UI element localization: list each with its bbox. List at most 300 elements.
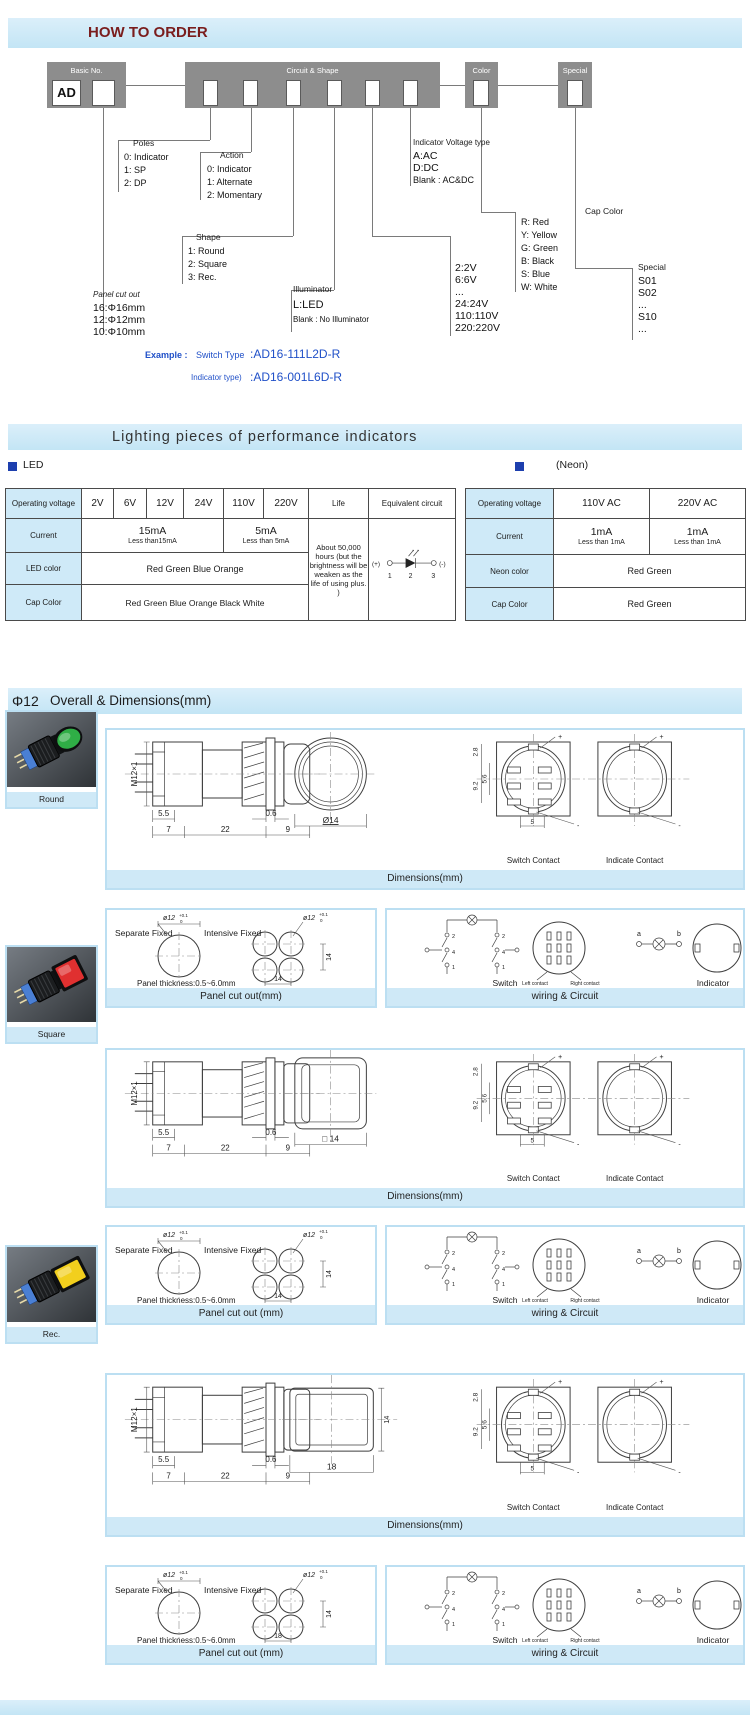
dim-label: 22: [220, 824, 230, 835]
voltage-option: ...: [455, 286, 464, 298]
terminal-number: 1: [452, 965, 456, 971]
indicate-contact-label: Indicate Contact: [605, 855, 664, 866]
led-voltage: 110V: [224, 489, 264, 519]
special-box-label: Special: [562, 66, 588, 75]
current-value: 5mA: [255, 525, 277, 537]
terminal-number: 2: [502, 1591, 506, 1597]
panel-cut-out-group: [93, 290, 145, 338]
connector-line: [481, 212, 515, 213]
terminal-number: 1: [452, 1622, 456, 1628]
terminal-number: 4: [452, 1267, 456, 1273]
square-button-photo: [7, 947, 96, 1022]
cutout-tol-up: +0.1: [319, 1569, 328, 1574]
right-contact-label: Right contact: [570, 1638, 600, 1644]
dimensions-caption: Dimensions(mm): [107, 870, 743, 888]
left-contact-label: Left contact: [522, 1638, 548, 1644]
dim-label: 9: [285, 1471, 291, 1481]
cutout-w-dim: 14: [274, 1293, 282, 1300]
panel-cut-option: 10:Φ10mm: [93, 326, 146, 338]
contact-dim-label: 9.2: [472, 781, 480, 791]
lighting-band: [8, 424, 742, 450]
panel-cut-option: 12:Φ12mm: [93, 314, 146, 326]
connector-line: [182, 236, 183, 284]
polarity-minus-label: -: [577, 1141, 580, 1149]
switch-contact-label: Switch Contact: [506, 1502, 560, 1512]
side-view-drawing: [125, 1058, 320, 1157]
neon-table: [465, 488, 746, 621]
action-title: Action: [220, 150, 244, 160]
indicate-contact-drawing: [588, 734, 689, 826]
special-option: S10: [638, 311, 657, 323]
cap-color-title: Cap Color: [585, 206, 624, 216]
voltage-group: [455, 262, 500, 334]
connector-line: [126, 85, 185, 86]
front-dim-label: Ø14: [322, 814, 339, 826]
polarity-plus-label: +: [659, 1379, 664, 1387]
polarity-minus-label: -: [577, 822, 580, 831]
separate-fixed-label: Separate Fixed: [115, 1585, 173, 1595]
switch-contact-label: Switch Contact: [506, 855, 560, 866]
panel-thickness-label: Panel thickness:0.5~6.0mm: [137, 979, 236, 988]
cutout-tol-up: +0.1: [319, 1229, 328, 1234]
circuit-pin-label: 2: [408, 572, 412, 580]
cutout-tol-dn: 0: [320, 1235, 323, 1240]
led-voltage: 2V: [82, 489, 114, 519]
polarity-plus-label: +: [558, 733, 563, 742]
neon-current-label: Current: [466, 519, 554, 555]
cutout-tol-up: +0.1: [179, 1230, 188, 1235]
current-note: Less than 1mA: [578, 539, 625, 546]
thread-dim-label: M12×1: [129, 1081, 139, 1106]
shape-option: 3: Rec.: [188, 272, 217, 282]
product-photo-square: [5, 945, 98, 1044]
neon-cap-color-label: Cap Color: [466, 588, 554, 621]
phi12-label: Φ12: [12, 693, 39, 709]
wiring-panel-rec: [385, 1565, 745, 1665]
cutout-dia-label: ø12: [303, 915, 316, 922]
circuit-pin-label: 1: [387, 572, 392, 580]
neon-section-label: (Neon): [556, 459, 589, 471]
example-indicator-label: Indicator type): [191, 373, 242, 382]
current-note: Less than 1mA: [674, 539, 721, 546]
cutout-tol-up: +0.1: [179, 913, 188, 918]
how-to-order-band: [8, 18, 742, 48]
lighting-title: Lighting pieces of performance indicators: [112, 429, 418, 445]
connector-line: [334, 108, 335, 290]
wiring-caption: wiring & Circuit: [387, 1645, 743, 1663]
terminal-number: 4: [452, 950, 456, 956]
side-view-drawing: [125, 738, 320, 838]
right-contact-label: Right contact: [570, 1298, 600, 1304]
led-voltage: 6V: [114, 489, 147, 519]
cap-color-group: [521, 216, 558, 294]
terminal-number: 2: [452, 934, 456, 940]
cap-color-option: S: Blue: [521, 269, 551, 279]
thread-dim-label: M12×1: [129, 1407, 139, 1433]
product-photo-rec: [5, 1245, 98, 1344]
neon-current-220: [650, 519, 746, 555]
code-slot-4: [327, 80, 342, 106]
contact-dim-label: 5.6: [481, 1420, 489, 1430]
indicator-label: Indicator: [696, 1635, 730, 1645]
led-circuit-symbol: [387, 550, 436, 568]
indicator-a-label: a: [637, 1248, 641, 1255]
dimensions-caption: Dimensions(mm): [107, 1188, 743, 1206]
indicator-b-label: b: [677, 1588, 681, 1595]
connector-line: [498, 85, 558, 86]
connector-line: [251, 108, 252, 152]
panel-thickness-label: Panel thickness:0.5~6.0mm: [137, 1636, 236, 1645]
indicate-contact-drawing: [588, 1379, 689, 1472]
shape-option: 1: Round: [188, 246, 225, 256]
led-color-value: Red Green Blue Orange: [82, 553, 309, 585]
poles-option: 1: SP: [124, 165, 147, 175]
square-wiring-drawing: [387, 1227, 743, 1305]
dim-label: 9: [285, 1143, 291, 1153]
side-view-drawing: [125, 1383, 320, 1484]
terminal-number: 2: [452, 1251, 456, 1257]
terminal-number: 4: [452, 1607, 456, 1613]
rec-dimensions-drawing: [107, 1375, 743, 1517]
cap-color-option: G: Green: [521, 243, 559, 253]
polarity-plus-label: +: [659, 1053, 664, 1061]
contact-face-view: [533, 922, 585, 980]
current-note: Less than 5mA: [242, 538, 290, 545]
how-to-order-title: HOW TO ORDER: [88, 24, 208, 41]
led-current-label: Current: [6, 519, 82, 553]
thread-dim-label: M12×1: [129, 761, 139, 787]
connector-line: [515, 212, 516, 292]
terminal-number: 1: [502, 1282, 506, 1288]
intensive-fixed-label: Intensive Fixed: [204, 1585, 262, 1595]
indicator-a-label: a: [637, 931, 641, 938]
connector-line: [118, 140, 119, 192]
ivt-option: A:AC: [413, 150, 438, 162]
cap-color-option: B: Black: [521, 256, 555, 266]
wiring-panel-round: [385, 908, 745, 1008]
product-photo-round: [5, 710, 98, 809]
cutout-w-dim: 18: [274, 1633, 282, 1640]
contact-dim-label: 2.8: [472, 1392, 480, 1402]
led-voltage: 24V: [184, 489, 224, 519]
shape-title: Shape: [196, 232, 221, 242]
indicate-contact-label: Indicate Contact: [605, 1174, 664, 1184]
cutout-h-dim: 14: [326, 1270, 333, 1278]
dim-label: 22: [220, 1143, 230, 1153]
polarity-plus-label: +: [659, 733, 664, 742]
ivt-option: Blank : AC&DC: [413, 175, 475, 185]
illuminator-option: Blank : No Illuminator: [293, 315, 370, 324]
dim-label: 0.6: [265, 808, 277, 819]
color-box-label: Color: [472, 66, 491, 75]
special-title: Special: [638, 262, 666, 272]
left-contact-label: Left contact: [522, 1298, 548, 1304]
led-current-low: [82, 519, 224, 553]
dim-label: 9: [285, 824, 291, 835]
led-voltage: 12V: [147, 489, 184, 519]
dim-label: 0.6: [265, 1127, 277, 1137]
switch-contact-label: Switch Contact: [506, 1174, 560, 1184]
special-option: ...: [638, 323, 647, 335]
neon-voltage: 110V AC: [554, 489, 650, 519]
basic-no-box: [47, 62, 126, 108]
panel-cutout-rec: [105, 1565, 377, 1665]
code-slot-5: [365, 80, 380, 106]
indicator-schematic: [637, 924, 742, 972]
round-dimensions-drawing: [107, 730, 743, 870]
poles-group: [124, 138, 169, 190]
example-prefix: Example :: [145, 350, 188, 360]
dimensions-panel-round: [105, 728, 745, 890]
contact-dim-label: 2.8: [472, 747, 480, 757]
equivalent-circuit-drawing: [370, 549, 455, 585]
switch-label: Switch: [492, 978, 518, 988]
switch-label: Switch: [492, 1295, 518, 1305]
round-cutout-drawing: [107, 910, 375, 988]
indicator-b-label: b: [677, 1248, 681, 1255]
neon-color-label: Neon color: [466, 555, 554, 588]
circuit-shape-box: [185, 62, 440, 108]
code-slot-1: [203, 80, 218, 106]
special-option: S01: [638, 275, 657, 287]
basic-code-slot: AD: [52, 80, 81, 106]
code-slot-3: [286, 80, 301, 106]
switch-contact-drawing: [477, 734, 588, 831]
switch-label: Switch: [492, 1635, 518, 1645]
separate-fixed-label: Separate Fixed: [115, 928, 173, 938]
connector-line: [575, 108, 576, 268]
dim-label: 5.5: [158, 1127, 170, 1137]
connector-line: [291, 290, 292, 332]
led-circuit-header: Equivalent circuit: [369, 489, 456, 519]
intensive-fixed-label: Intensive Fixed: [204, 1245, 262, 1255]
terminal-number: 1: [502, 965, 506, 971]
connector-line: [450, 236, 451, 336]
voltage-option: 110:110V: [455, 310, 499, 322]
cutout-dia-label: ø12: [163, 1572, 176, 1579]
front-view-drawing: [285, 1050, 376, 1147]
polarity-minus-label: -: [678, 1469, 681, 1477]
code-slot-6: [403, 80, 418, 106]
cap-color-option: W: White: [521, 282, 558, 292]
basic-empty-slot: [92, 80, 115, 106]
cutout-tol-up: +0.1: [319, 912, 328, 917]
illuminator-option: L:LED: [293, 299, 324, 311]
dim-label: 22: [220, 1471, 230, 1481]
cutout-tol-dn: 0: [320, 1575, 323, 1580]
action-option: 1: Alternate: [207, 177, 253, 187]
illuminator-title: Illuminator: [293, 284, 333, 294]
cutout-tol-dn: 0: [180, 1236, 183, 1241]
terminal-number: 2: [502, 934, 506, 940]
terminal-number: 2: [452, 1591, 456, 1597]
polarity-plus-label: +: [558, 1053, 563, 1061]
poles-title: Poles: [133, 138, 155, 148]
panel-cutout-caption: Panel cut out(mm): [107, 988, 375, 1006]
dimensions-panel-square: [105, 1048, 745, 1208]
led-table: [5, 488, 456, 621]
led-voltage: 220V: [264, 489, 309, 519]
cutout-h-dim: 14: [326, 953, 333, 961]
special-option: S02: [638, 287, 657, 299]
polarity-plus-label: +: [558, 1379, 563, 1387]
dimensions-band: [8, 688, 742, 714]
panel-thickness-label: Panel thickness:0.5~6.0mm: [137, 1296, 236, 1305]
circuit-shape-label: Circuit & Shape: [286, 66, 339, 75]
panel-cutout-caption: Panel cut out (mm): [107, 1645, 375, 1663]
panel-cutout-square: [105, 1225, 377, 1325]
special-slot: [567, 80, 583, 106]
cutout-dia-label: ø12: [163, 1232, 176, 1239]
led-section-marker-icon: [8, 462, 17, 471]
ivt-option: D:DC: [413, 162, 439, 174]
photo-caption-square: Square: [7, 1027, 96, 1042]
contact-dim-label: 5.6: [481, 774, 489, 784]
ivt-title: Indicator Voltage type: [413, 138, 490, 147]
panel-cutout-round: [105, 908, 377, 1008]
dim-label: 5.5: [158, 808, 170, 819]
special-box: [558, 62, 592, 108]
led-equivalent-circuit: [369, 519, 456, 621]
poles-option: 2: DP: [124, 178, 147, 188]
connector-line: [200, 152, 201, 200]
current-value: 1mA: [590, 526, 613, 538]
cutout-w-dim: 14: [274, 976, 282, 983]
circuit-minus-label: (-): [438, 561, 446, 569]
cutout-tol-dn: 0: [180, 919, 183, 924]
polarity-minus-label: -: [678, 1141, 681, 1149]
dim-label: 5.5: [158, 1455, 170, 1465]
rec-cutout-drawing: [107, 1567, 375, 1645]
cutout-dia-label: ø12: [303, 1572, 316, 1579]
intensive-fixed-label: Intensive Fixed: [204, 928, 262, 938]
terminal-number: 1: [502, 1622, 506, 1628]
current-note: Less than15mA: [128, 538, 177, 545]
contact-dim-label: 9.2: [472, 1100, 480, 1110]
panel-cutout-caption: Panel cut out (mm): [107, 1305, 375, 1323]
contact-dim-label: 5: [530, 1465, 535, 1473]
indicate-contact-drawing: [588, 1054, 689, 1145]
indicator-schematic: [637, 1581, 742, 1629]
cap-color-option: R: Red: [521, 217, 550, 227]
dim-label: 7: [166, 1143, 171, 1153]
code-slot-2: [243, 80, 258, 106]
voltage-option: 220:220V: [455, 322, 500, 334]
neon-section-marker-icon: [515, 462, 524, 471]
illuminator-group: [293, 284, 369, 326]
contact-dim-label: 9.2: [472, 1427, 480, 1437]
neon-cap-color-value: Red Green: [554, 588, 746, 621]
front-dim-label: 18: [326, 1461, 337, 1472]
round-button-photo: [7, 712, 96, 787]
indicator-b-label: b: [677, 931, 681, 938]
terminal-number: 1: [452, 1282, 456, 1288]
round-wiring-drawing: [387, 910, 743, 988]
dimensions-caption: Dimensions(mm): [107, 1517, 743, 1535]
voltage-option: 2:2V: [455, 262, 477, 274]
connector-line: [372, 236, 450, 237]
dimensions-band-title: Overall & Dimensions(mm): [50, 693, 212, 708]
connector-line: [575, 268, 632, 269]
indicator-label: Indicator: [696, 978, 730, 988]
wiring-panel-square: [385, 1225, 745, 1325]
color-box: [465, 62, 498, 108]
contact-dim-label: 5: [530, 1137, 535, 1145]
connector-line: [440, 85, 465, 86]
square-dimensions-drawing: [107, 1050, 743, 1188]
contact-face-view: [533, 1239, 585, 1297]
poles-option: 0: Indicator: [124, 152, 169, 162]
shape-group: [188, 232, 227, 284]
front-dim-label: □ 14: [322, 1133, 340, 1144]
dim-label: 7: [166, 824, 171, 835]
basic-no-label: Basic No.: [70, 66, 103, 75]
switch-contact-drawing: [477, 1379, 588, 1477]
rec-button-photo: [7, 1247, 96, 1322]
voltage-option: 6:6V: [455, 274, 477, 286]
rec-wiring-drawing: [387, 1567, 743, 1645]
action-option: 0: Indicator: [207, 164, 252, 174]
connector-line: [632, 268, 633, 340]
right-contact-label: Right contact: [570, 981, 600, 987]
led-life-header: Life: [309, 489, 369, 519]
wiring-caption: wiring & Circuit: [387, 988, 743, 1006]
led-current-high: [224, 519, 309, 553]
terminal-number: 4: [502, 950, 506, 956]
special-group: [638, 262, 666, 335]
connector-line: [410, 108, 411, 186]
action-group: [207, 150, 262, 202]
special-option: ...: [638, 299, 647, 311]
led-cap-color-value: Red Green Blue Orange Black White: [82, 585, 309, 621]
neon-current-110: [554, 519, 650, 555]
indicator-a-label: a: [637, 1588, 641, 1595]
panel-cut-out-title: Panel cut out: [93, 290, 140, 299]
front-side-dim-label: 14: [384, 1415, 392, 1424]
circuit-pin-label: 3: [430, 572, 435, 580]
circuit-plus-label: (+): [371, 561, 380, 569]
shape-option: 2: Square: [188, 259, 228, 269]
left-contact-label: Left contact: [522, 981, 548, 987]
contact-dim-label: 2.8: [472, 1067, 480, 1077]
led-section-label: LED: [23, 459, 44, 471]
led-color-label: LED color: [6, 553, 82, 585]
indicator-schematic: [637, 1241, 742, 1289]
action-option: 2: Momentary: [207, 190, 263, 200]
square-cutout-drawing: [107, 1227, 375, 1305]
photo-caption-round: Round: [7, 792, 96, 807]
photo-caption-rec: Rec.: [7, 1327, 96, 1342]
wiring-caption: wiring & Circuit: [387, 1305, 743, 1323]
dimensions-panel-rec: [105, 1373, 745, 1537]
panel-cut-option: 16:Φ16mm: [93, 302, 146, 314]
example-switch-label: Switch Type: [196, 350, 245, 360]
current-value: 15mA: [138, 525, 167, 537]
cutout-tol-dn: 0: [320, 918, 323, 923]
led-cap-color-label: Cap Color: [6, 585, 82, 621]
dim-label: 0.6: [265, 1455, 277, 1465]
switch-contact-drawing: [477, 1054, 588, 1147]
cutout-h-dim: 14: [326, 1610, 333, 1618]
cutout-dia-label: ø12: [163, 915, 176, 922]
contact-face-view: [533, 1579, 585, 1637]
contact-dim-label: 5.6: [481, 1093, 489, 1103]
cutout-dia-label: ø12: [303, 1232, 316, 1239]
cutout-tol-dn: 0: [180, 1576, 183, 1581]
led-operating-header: Operating voltage: [6, 489, 82, 519]
connector-line: [210, 108, 211, 140]
neon-operating-header: Operating voltage: [466, 489, 554, 519]
